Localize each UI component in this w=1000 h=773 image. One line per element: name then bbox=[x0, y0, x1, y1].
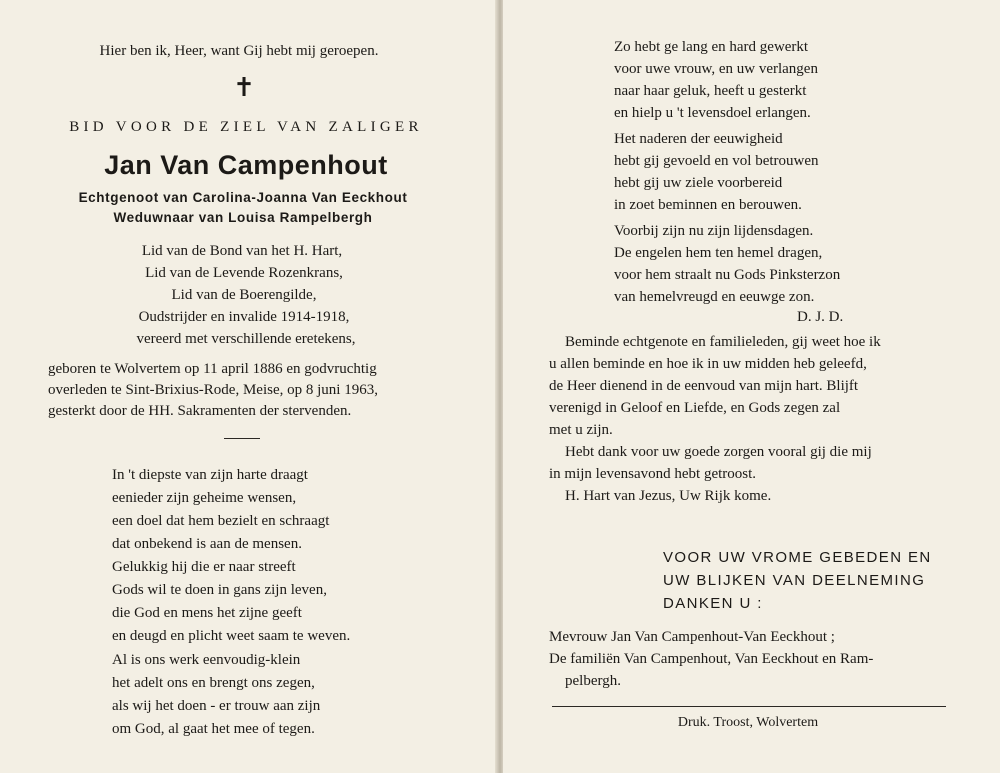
biography-line: geboren te Wolvertem op 11 april 1886 en godvruchtig bbox=[48, 361, 377, 377]
widower-line: Weduwnaar van Louisa Rampelbergh bbox=[113, 210, 373, 225]
poem-line: eenieder zijn geheime wensen, bbox=[112, 490, 297, 506]
thanks-line: UW BLIJKEN VAN DEELNEMING bbox=[663, 572, 926, 589]
poem-line: en deugd en plicht weet saam te weven. bbox=[112, 628, 351, 644]
spouse-line: Echtgenoot van Carolina-Joanna Van Eeckhout bbox=[78, 190, 408, 205]
farewell-line: Beminde echtgenote en familieleden, gij weet hoe ik bbox=[565, 334, 881, 350]
divider bbox=[224, 438, 260, 439]
farewell-line: verenigd in Geloof en Liefde, en Gods zegen zal bbox=[549, 400, 841, 416]
poem-line: Gelukkig hij die er naar streeft bbox=[112, 559, 296, 575]
motto: Hier ben ik, Heer, want Gij hebt mij geroepen. bbox=[99, 43, 379, 59]
cross-icon: ✝ bbox=[233, 73, 255, 102]
poem-line: hebt gij uw ziele voorbereid bbox=[614, 175, 783, 191]
right-page bbox=[503, 0, 1000, 773]
membership-line: Lid van de Boerengilde, bbox=[171, 287, 317, 303]
poem-line: hebt gij gevoeld en vol betrouwen bbox=[614, 153, 819, 169]
poem-line: Al is ons werk eenvoudig-klein bbox=[112, 652, 301, 668]
poem-line: Gods wil te doen in gans zijn leven, bbox=[112, 582, 327, 598]
footer-rule bbox=[552, 706, 946, 707]
farewell-line: met u zijn. bbox=[549, 422, 613, 438]
poem-line: een doel dat hem bezielt en schraagt bbox=[112, 513, 330, 529]
membership-line: Lid van de Bond van het H. Hart, bbox=[141, 243, 343, 259]
left-page bbox=[0, 0, 497, 773]
poem-line: en hielp u 't levensdoel erlangen. bbox=[614, 105, 811, 121]
poem-line: In 't diepste van zijn harte draagt bbox=[112, 467, 308, 483]
family-line: pelbergh. bbox=[565, 673, 621, 689]
poem-line: Het naderen der eeuwigheid bbox=[614, 131, 783, 147]
farewell-line: in mijn levensavond hebt getroost. bbox=[549, 466, 757, 482]
poem-line: voor hem straalt nu Gods Pinksterzon bbox=[614, 267, 841, 283]
membership-line: vereerd met verschillende eretekens, bbox=[136, 331, 356, 347]
poem-line: die God en mens het zijne geeft bbox=[112, 605, 302, 621]
poem-line: dat onbekend is aan de mensen. bbox=[112, 536, 302, 552]
poem-line: in zoet beminnen en berouwen. bbox=[614, 197, 802, 213]
deceased-name: Jan Van Campenhout bbox=[104, 150, 388, 180]
heading: BID VOOR DE ZIEL VAN ZALIGER bbox=[69, 119, 423, 135]
poem-line: om God, al gaat het mee of tegen. bbox=[112, 721, 315, 737]
thanks-line: DANKEN U : bbox=[663, 595, 763, 612]
poem-line: Voorbij zijn nu zijn lijdensdagen. bbox=[614, 223, 814, 239]
poem-author: D. J. D. bbox=[797, 309, 844, 325]
family-line: De familiën Van Campenhout, Van Eeckhout en Ram- bbox=[549, 651, 874, 667]
family-line: Mevrouw Jan Van Campenhout-Van Eeckhout ; bbox=[549, 629, 835, 645]
poem-line: van hemelvreugd en eeuwge zon. bbox=[614, 289, 815, 305]
poem-line: het adelt ons en brengt ons zegen, bbox=[112, 675, 315, 691]
poem-line: De engelen hem ten hemel dragen, bbox=[614, 245, 823, 261]
poem-line: voor uwe vrouw, en uw verlangen bbox=[614, 61, 818, 77]
farewell-line: u allen beminde en hoe ik in uw midden heb geleefd, bbox=[549, 356, 867, 372]
farewell-line: Hebt dank voor uw goede zorgen vooral gij die mij bbox=[565, 444, 872, 460]
thanks-line: VOOR UW VROME GEBEDEN EN bbox=[663, 549, 932, 566]
membership-line: Oudstrijder en invalide 1914-1918, bbox=[138, 309, 350, 325]
biography-line: overleden te Sint-Brixius-Rode, Meise, op 8 juni 1963, bbox=[48, 382, 378, 398]
biography-line: gesterkt door de HH. Sakramenten der stervenden. bbox=[48, 403, 352, 419]
poem-line: naar haar geluk, heeft u gesterkt bbox=[614, 83, 807, 99]
printer-credit: Druk. Troost, Wolvertem bbox=[677, 715, 819, 730]
poem-line: Zo hebt ge lang en hard gewerkt bbox=[614, 39, 809, 55]
membership-line: Lid van de Levende Rozenkrans, bbox=[145, 265, 343, 281]
farewell-line: H. Hart van Jezus, Uw Rijk kome. bbox=[565, 488, 772, 504]
poem-line: als wij het doen - er trouw aan zijn bbox=[112, 698, 321, 714]
farewell-line: de Heer dienend in de eenvoud van mijn hart. Blijft bbox=[549, 378, 859, 394]
